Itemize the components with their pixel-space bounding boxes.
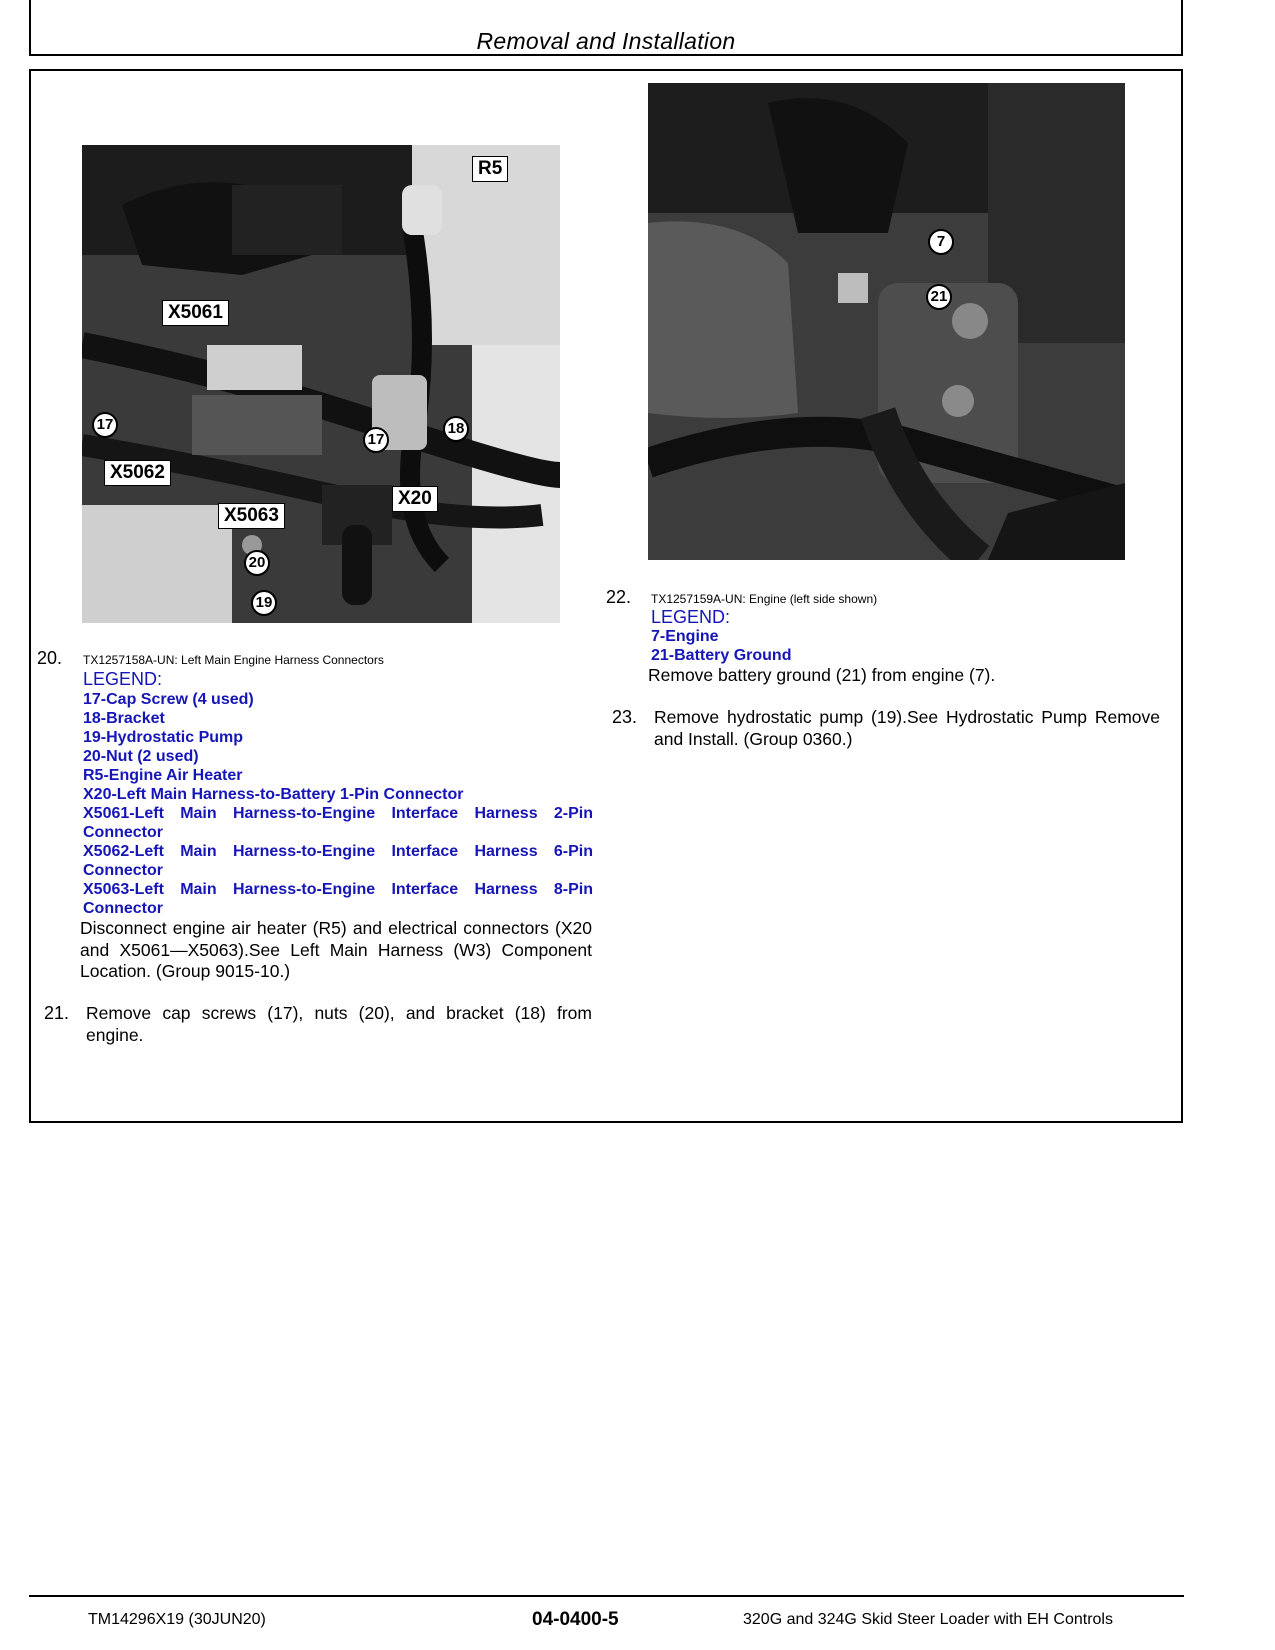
page-title: Removal and Installation: [476, 28, 736, 54]
step-21-text: Remove cap screws (17), nuts (20), and bracket (18) from engine.: [86, 1003, 592, 1045]
callout-x5062: X5062: [104, 460, 171, 486]
callout-x5063: X5063: [218, 503, 285, 529]
figure-harness-connectors: [82, 145, 560, 623]
legend-item: 21-Battery Ground: [651, 647, 792, 664]
step-20-caption: TX1257158A-UN: Left Main Engine Harness Connectors: [83, 653, 384, 667]
callout-21: 21: [926, 284, 952, 310]
legend-item: 20-Nut (2 used): [83, 748, 199, 765]
step-21-number: 21.: [44, 1003, 70, 1023]
step-22-number: 22.: [606, 587, 632, 607]
callout-18: 18: [443, 416, 469, 442]
photo-engine-left: [648, 83, 1125, 560]
step-23-number: 23.: [612, 707, 638, 727]
legend-item: X20-Left Main Harness-to-Battery 1-Pin Connector: [83, 786, 464, 803]
step-20-legend-label: LEGEND:: [83, 669, 163, 689]
footer-page-number: 04-0400-5: [532, 1609, 619, 1630]
step-22-text: Remove battery ground (21) from engine (7).: [648, 665, 996, 685]
legend-item-line: Connector: [83, 862, 163, 879]
step-22-caption: TX1257159A-UN: Engine (left side shown): [651, 592, 878, 606]
callout-17-left: 17: [92, 412, 118, 438]
figure-engine-left-side: [648, 83, 1125, 560]
callout-r5: R5: [472, 156, 508, 182]
legend-item-line: Connector: [83, 824, 163, 841]
legend-item: 19-Hydrostatic Pump: [83, 729, 244, 746]
callout-7: 7: [928, 229, 954, 255]
legend-item: R5-Engine Air Heater: [83, 767, 243, 784]
callout-19: 19: [251, 590, 277, 616]
legend-item-line: X5063-Left Main Harness-to-Engine Interface Harness 8-Pin: [83, 881, 593, 898]
callout-x5061: X5061: [162, 300, 229, 326]
footer-doc-id: TM14296X19 (30JUN20): [88, 1611, 266, 1628]
footer-book-title: 320G and 324G Skid Steer Loader with EH Controls: [743, 1611, 1113, 1628]
callout-17-center: 17: [363, 427, 389, 453]
legend-item-line: X5062-Left Main Harness-to-Engine Interface Harness 6-Pin: [83, 843, 593, 860]
step-22-legend-label: LEGEND:: [651, 607, 731, 627]
legend-item: 7-Engine: [651, 628, 719, 645]
photo-engine-harness: [82, 145, 560, 623]
legend-item: 18-Bracket: [83, 710, 165, 727]
legend-item-line: X5061-Left Main Harness-to-Engine Interface Harness 2-Pin: [83, 805, 593, 822]
legend-item: 17-Cap Screw (4 used): [83, 691, 254, 708]
header-box: [29, 0, 1183, 56]
step-20-text: Disconnect engine air heater (R5) and electrical connectors (X20 and X5061—X5063).See Left Main Harness (W3) Component Location. (Group 9015-10.): [80, 918, 592, 981]
callout-x20: X20: [392, 486, 438, 512]
legend-item-line: Connector: [83, 900, 163, 917]
callout-20: 20: [244, 550, 270, 576]
step-20-number: 20.: [37, 648, 63, 668]
step-23-text: Remove hydrostatic pump (19).See Hydrostatic Pump Remove and Install. (Group 0360.): [654, 707, 1160, 749]
footer-divider: [29, 1595, 1184, 1597]
